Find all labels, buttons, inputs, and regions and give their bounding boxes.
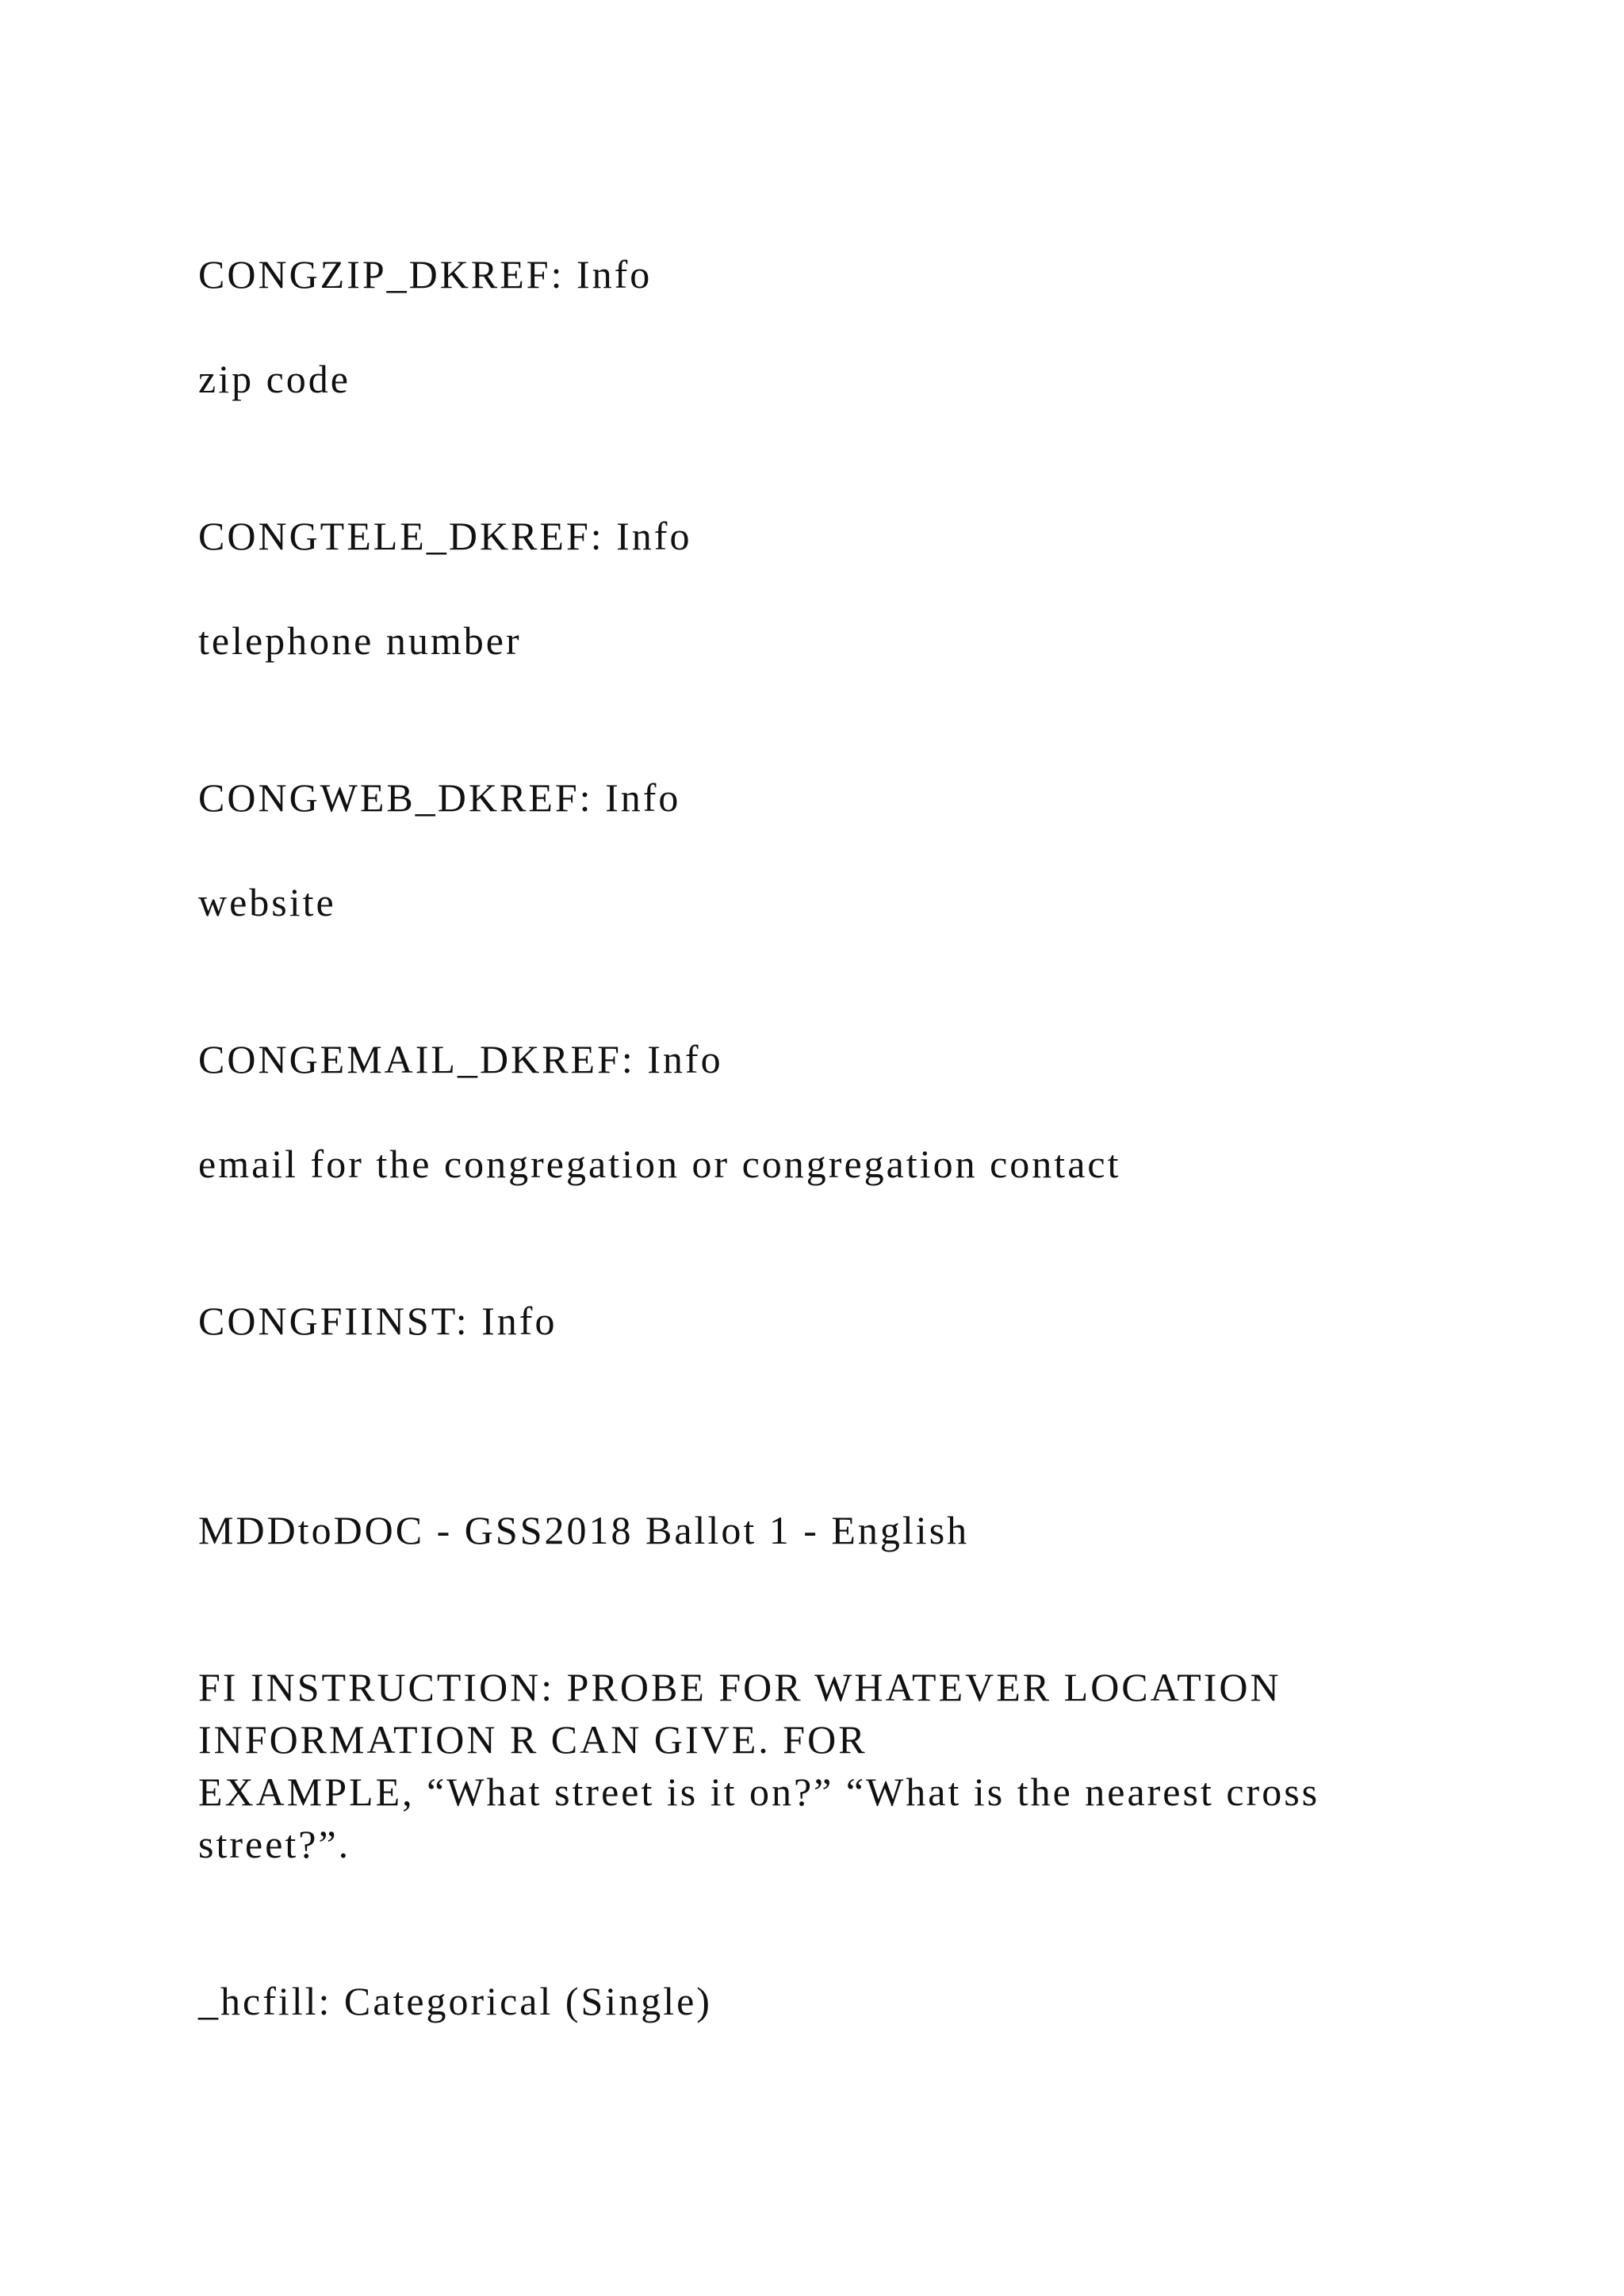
congzip-dkref-description: zip code <box>198 357 350 401</box>
fi-instruction-line: FI INSTRUCTION: PROBE FOR WHATEVER LOCATION <box>198 1665 1281 1709</box>
congemail-dkref-label: CONGEMAIL_DKREF: Info <box>198 1037 723 1081</box>
congzip-dkref-label: CONGZIP_DKREF: Info <box>198 252 653 297</box>
fi-instruction <box>198 1661 1320 1870</box>
congfiinst-label: CONGFIINST: Info <box>198 1299 557 1343</box>
fi-instruction-line: INFORMATION R CAN GIVE. FOR <box>198 1717 868 1762</box>
congemail-dkref-description: email for the congregation or congregation contact <box>198 1142 1121 1186</box>
fi-instruction-line: street?”. <box>198 1822 351 1866</box>
fi-instruction-line: EXAMPLE, “What street is it on?” “What is the nearest cross <box>198 1770 1320 1814</box>
document-header: MDDtoDOC - GSS2018 Ballot 1 - English <box>198 1508 970 1552</box>
congtele-dkref-description: telephone number <box>198 618 522 663</box>
hcfill-label: _hcfill: Categorical (Single) <box>198 1979 712 2023</box>
congweb-dkref-description: website <box>198 880 336 924</box>
congtele-dkref-label: CONGTELE_DKREF: Info <box>198 514 692 558</box>
congweb-dkref-label: CONGWEB_DKREF: Info <box>198 775 681 820</box>
